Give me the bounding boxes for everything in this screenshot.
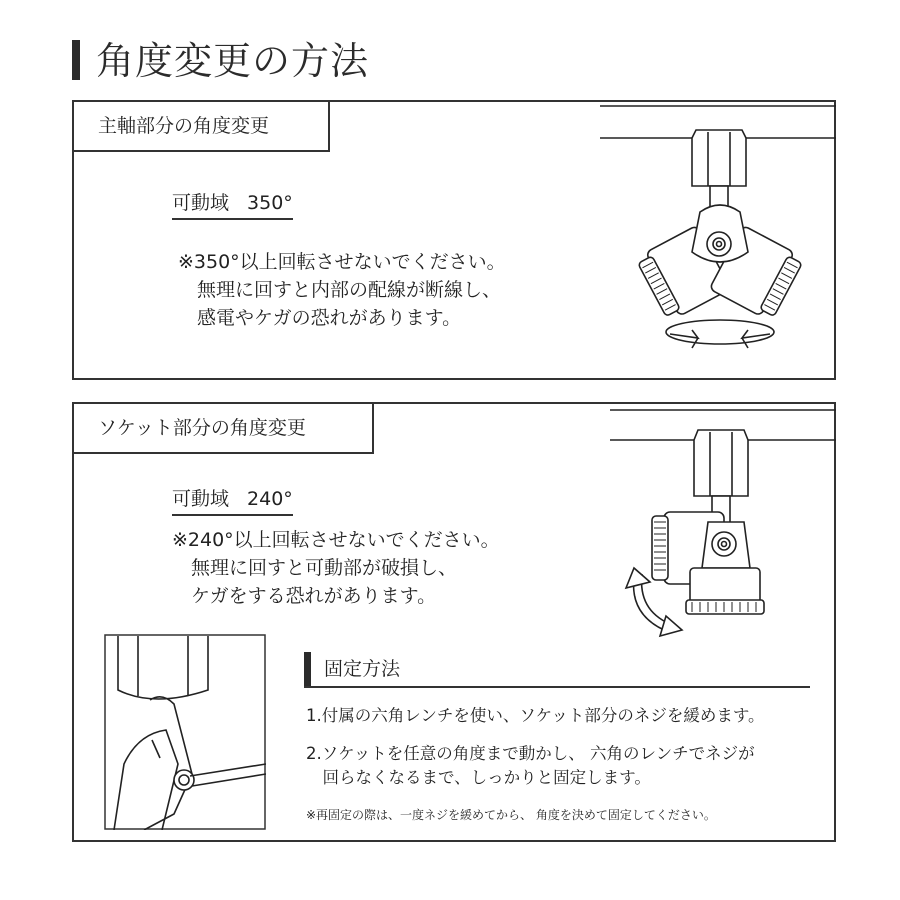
socket-rotate-illustration [604, 404, 836, 640]
main-axis-warning: ※350°以上回転させないでください。 無理に回すと内部の配線が断線し、 感電やケガの恐れがあります。 [178, 251, 506, 329]
socket-warning: ※240°以上回転させないでください。 無理に回すと可動部が破損し、 ケガをする恐れがあります。 [172, 529, 500, 607]
range-label: 可動域 [172, 192, 230, 214]
main-axis-tab-label: 主軸部分の角度変更 [72, 100, 330, 152]
main-axis-range [172, 188, 293, 220]
main-axis-panel [72, 100, 836, 380]
socket-panel [72, 402, 836, 842]
title-accent-bar [72, 40, 80, 80]
hex-wrench-illustration [104, 634, 266, 830]
page-title: 角度変更の方法 [96, 39, 370, 83]
fixing-step-2: 2.ソケットを任意の角度まで動かし、 六角のレンチでネジが 回らなくなるまで、しっかりと固定します。 [306, 744, 755, 787]
spotlight-rotate-illustration [600, 102, 836, 378]
fixing-note: ※再固定の際は、一度ネジを緩めてから、 角度を決めて固定してください。 [306, 808, 716, 822]
socket-tab-label: ソケット部分の角度変更 [72, 402, 374, 454]
socket-range [172, 484, 293, 516]
range-value: 240° [247, 488, 293, 510]
range-value: 350° [247, 192, 293, 214]
range-label: 可動域 [172, 488, 230, 510]
fixing-step-1: 1.付属の六角レンチを使い、ソケット部分のネジを緩めます。 [306, 706, 765, 725]
fixing-accent-bar [304, 652, 311, 686]
fixing-title: 固定方法 [324, 658, 401, 680]
fixing-divider [304, 686, 810, 688]
